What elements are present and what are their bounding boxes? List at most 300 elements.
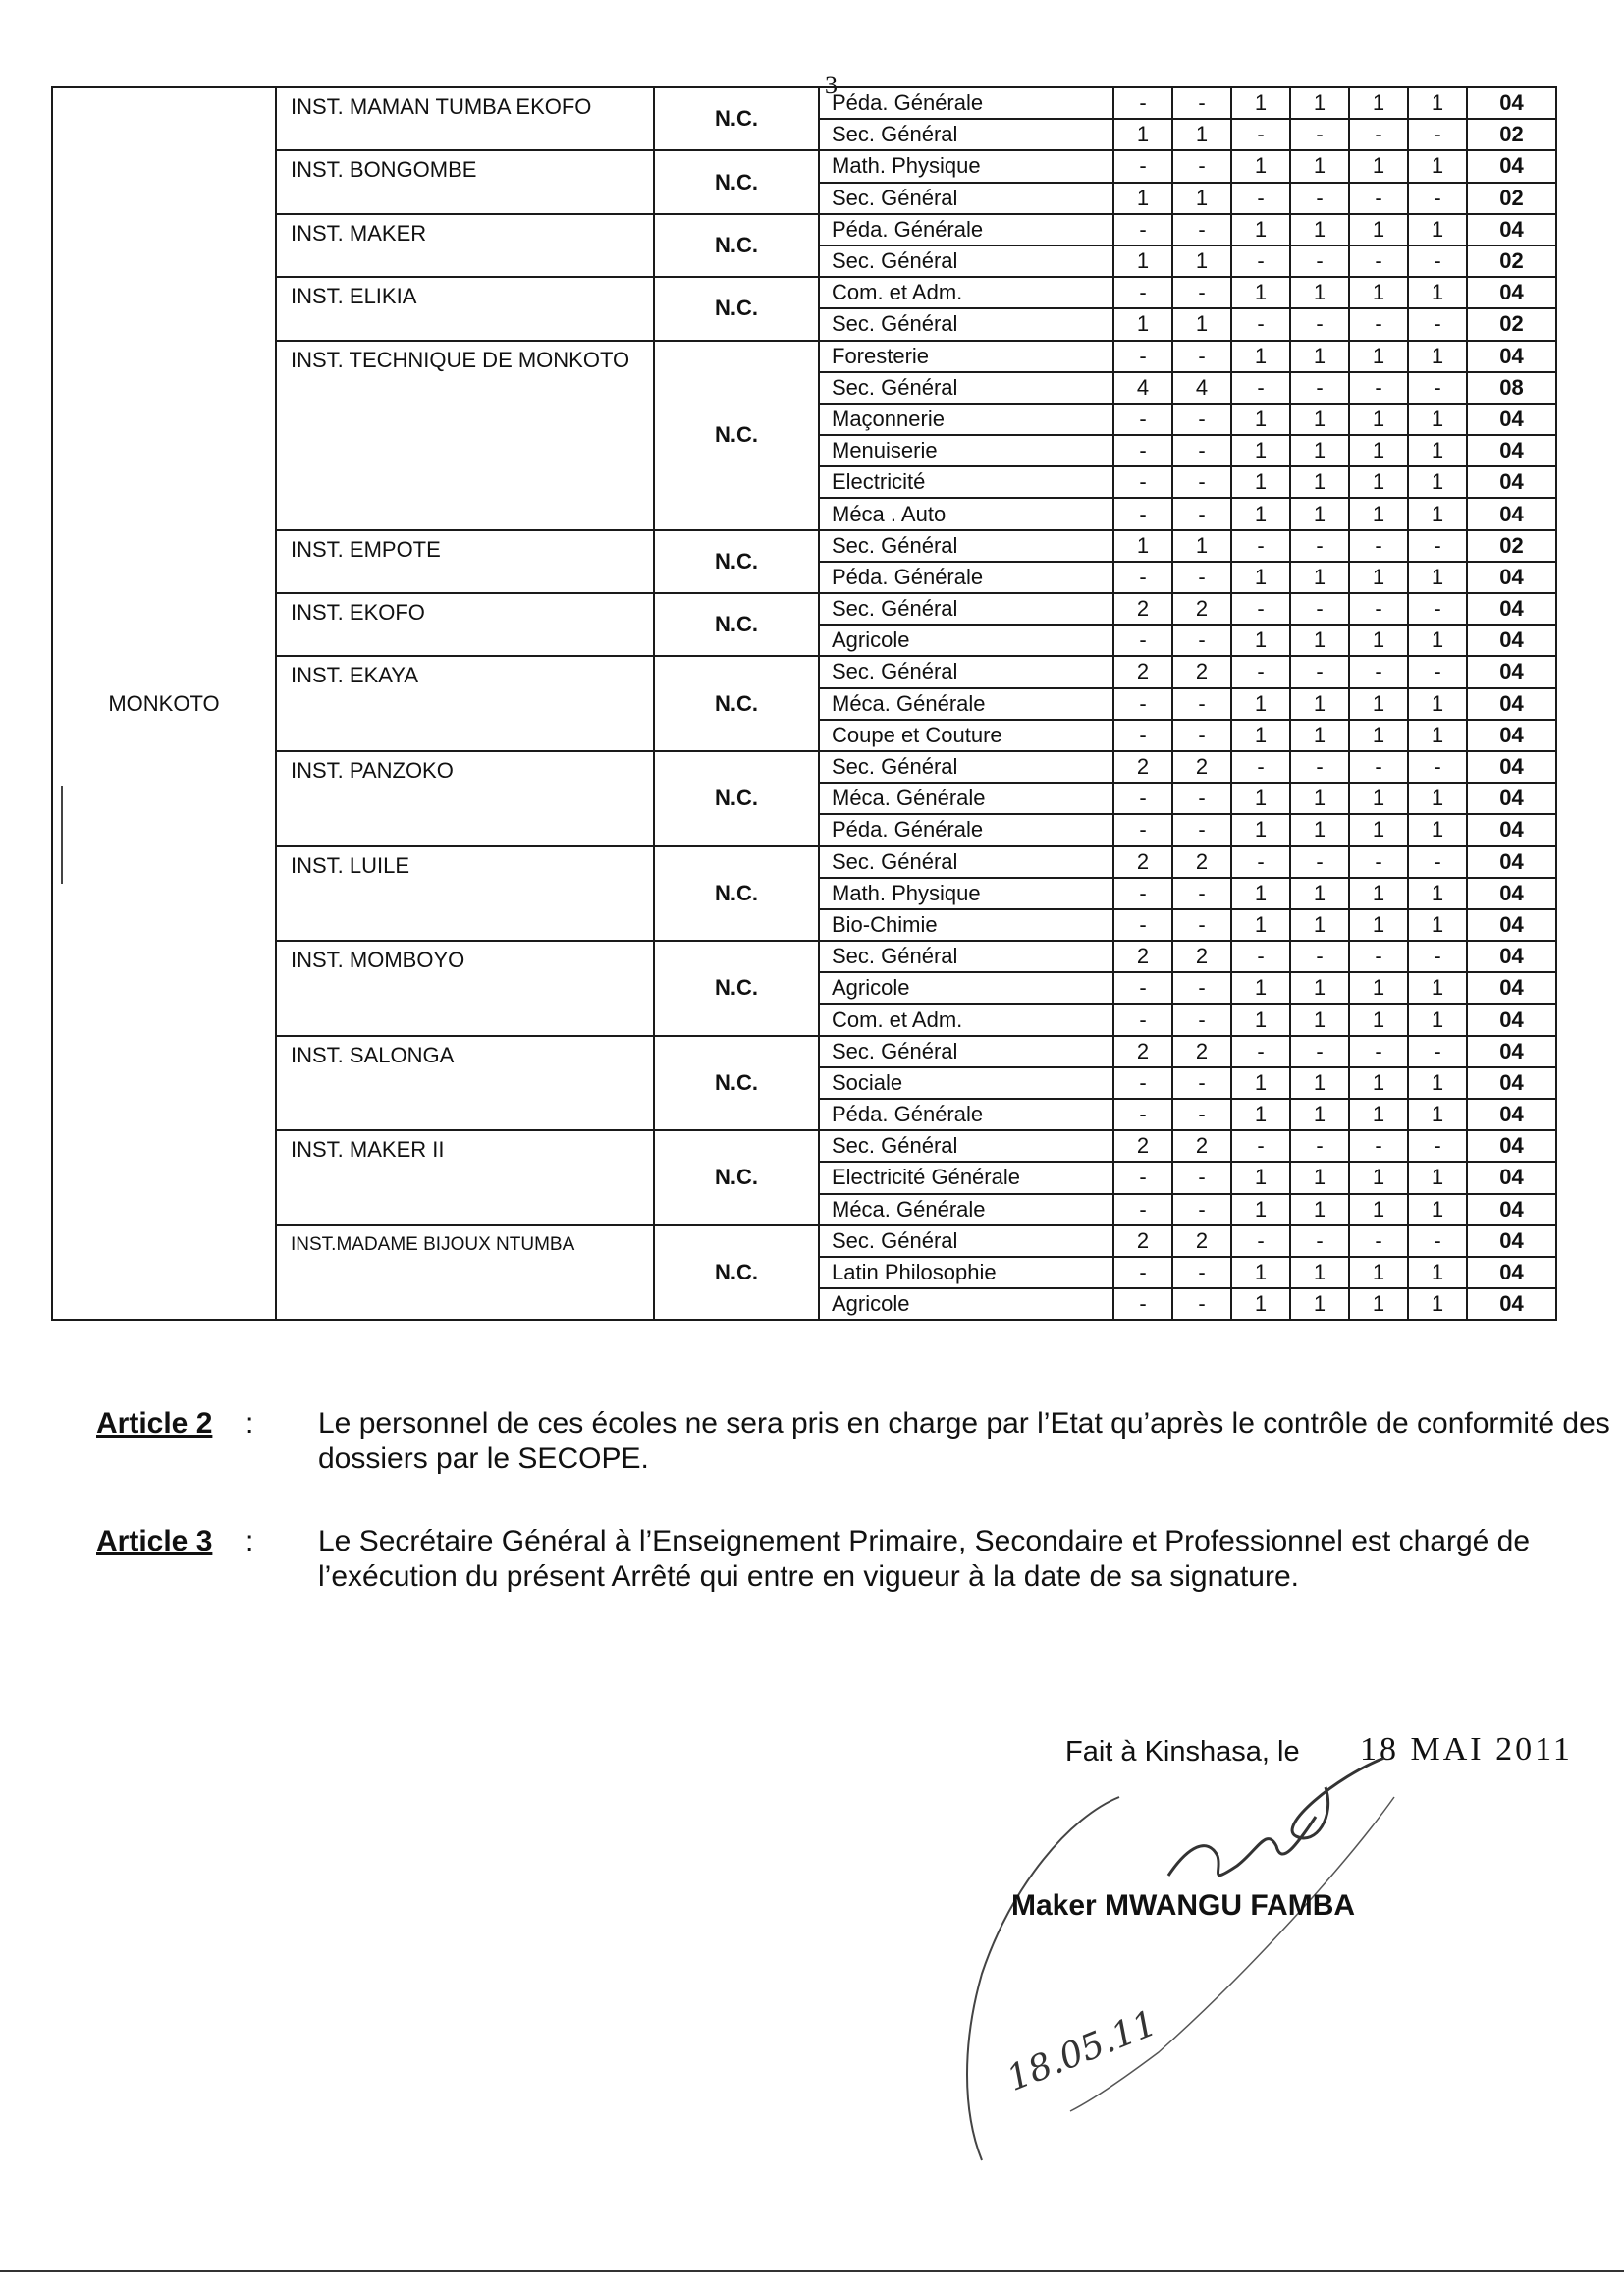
class-count: 2	[1113, 1225, 1172, 1257]
class-count: -	[1172, 688, 1231, 720]
class-count: 1	[1290, 625, 1349, 656]
class-count: 1	[1349, 150, 1408, 182]
class-count: -	[1113, 404, 1172, 435]
option-name: Sec. Général	[819, 941, 1113, 972]
option-name: Sec. Général	[819, 656, 1113, 687]
class-count: 1	[1349, 1257, 1408, 1288]
option-name: Electricité Générale	[819, 1162, 1113, 1193]
class-count: 1	[1113, 530, 1172, 562]
class-count: 1	[1290, 1257, 1349, 1288]
option-name: Sec. Général	[819, 308, 1113, 340]
row-total: 04	[1467, 656, 1556, 687]
class-count: -	[1113, 1257, 1172, 1288]
row-total: 04	[1467, 972, 1556, 1004]
option-name: Agricole	[819, 625, 1113, 656]
class-count: 1	[1231, 1067, 1290, 1099]
class-count: 1	[1408, 1099, 1467, 1130]
row-total: 04	[1467, 1004, 1556, 1035]
class-count: 1	[1231, 1162, 1290, 1193]
class-count: 1	[1172, 183, 1231, 214]
class-count: -	[1113, 783, 1172, 814]
article-2-colon: :	[245, 1407, 254, 1440]
class-count: 2	[1172, 751, 1231, 783]
row-total: 04	[1467, 625, 1556, 656]
class-count: -	[1231, 941, 1290, 972]
class-count: -	[1408, 846, 1467, 878]
class-count: -	[1349, 1225, 1408, 1257]
class-count: -	[1113, 562, 1172, 593]
class-count: 1	[1408, 341, 1467, 372]
class-count: 1	[1231, 909, 1290, 941]
row-total: 04	[1467, 909, 1556, 941]
class-count: -	[1290, 308, 1349, 340]
option-name: Méca. Générale	[819, 783, 1113, 814]
row-total: 08	[1467, 372, 1556, 404]
class-count: -	[1172, 972, 1231, 1004]
class-count: -	[1113, 1162, 1172, 1193]
school-name: INST. MOMBOYO	[276, 941, 654, 1036]
class-count: 1	[1290, 878, 1349, 909]
class-count: -	[1290, 941, 1349, 972]
class-count: -	[1349, 941, 1408, 972]
class-count: 1	[1349, 972, 1408, 1004]
school-status: N.C.	[654, 1225, 819, 1321]
class-count: 1	[1231, 1194, 1290, 1225]
option-name: Sec. Général	[819, 1225, 1113, 1257]
class-count: 1	[1231, 214, 1290, 245]
option-name: Com. et Adm.	[819, 277, 1113, 308]
option-name: Com. et Adm.	[819, 1004, 1113, 1035]
class-count: -	[1172, 909, 1231, 941]
row-total: 04	[1467, 466, 1556, 498]
class-count: -	[1349, 1036, 1408, 1067]
class-count: 1	[1290, 720, 1349, 751]
handwritten-date: 18.05.11	[1001, 2002, 1163, 2100]
table-row	[52, 530, 1556, 562]
signature	[923, 1758, 1434, 2180]
class-count: 1	[1231, 150, 1290, 182]
class-count: 1	[1290, 1099, 1349, 1130]
row-total: 04	[1467, 814, 1556, 845]
class-count: 1	[1408, 466, 1467, 498]
class-count: -	[1349, 245, 1408, 277]
class-count: -	[1290, 1225, 1349, 1257]
class-count: -	[1408, 1130, 1467, 1162]
class-count: 2	[1172, 1130, 1231, 1162]
option-name: Méca . Auto	[819, 498, 1113, 529]
class-count: -	[1113, 435, 1172, 466]
row-total: 04	[1467, 498, 1556, 529]
class-count: 1	[1290, 435, 1349, 466]
class-count: -	[1231, 656, 1290, 687]
class-count: 1	[1349, 1162, 1408, 1193]
class-count: -	[1113, 277, 1172, 308]
school-name: INST. LUILE	[276, 846, 654, 942]
school-status: N.C.	[654, 214, 819, 277]
class-count: -	[1290, 751, 1349, 783]
class-count: -	[1231, 1225, 1290, 1257]
class-count: -	[1113, 1004, 1172, 1035]
class-count: 1	[1290, 498, 1349, 529]
class-count: -	[1172, 87, 1231, 119]
class-count: 1	[1231, 277, 1290, 308]
row-total: 04	[1467, 435, 1556, 466]
class-count: 1	[1290, 277, 1349, 308]
school-name: INST. TECHNIQUE DE MONKOTO	[276, 341, 654, 530]
class-count: -	[1113, 909, 1172, 941]
class-count: -	[1231, 751, 1290, 783]
class-count: 1	[1408, 878, 1467, 909]
class-count: 1	[1231, 814, 1290, 845]
school-name: INST. EKAYA	[276, 656, 654, 751]
class-count: -	[1231, 530, 1290, 562]
article-3-text: Le Secrétaire Général à l’Enseignement Primaire, Secondaire et Professionnel est chargé de l’exécution du présent Arrêté qui entre en vigueur à la date de sa signature.	[318, 1525, 1531, 1593]
class-count: 1	[1349, 404, 1408, 435]
class-count: -	[1231, 183, 1290, 214]
class-count: 1	[1349, 498, 1408, 529]
row-total: 04	[1467, 1130, 1556, 1162]
class-count: 2	[1172, 846, 1231, 878]
class-count: -	[1113, 498, 1172, 529]
table-row	[52, 593, 1556, 625]
class-count: 1	[1231, 878, 1290, 909]
class-count: 1	[1349, 435, 1408, 466]
option-name: Péda. Générale	[819, 1099, 1113, 1130]
option-name: Math. Physique	[819, 150, 1113, 182]
row-total: 02	[1467, 183, 1556, 214]
class-count: 1	[1349, 720, 1408, 751]
class-count: -	[1231, 1130, 1290, 1162]
class-count: -	[1172, 625, 1231, 656]
class-count: 1	[1231, 1004, 1290, 1035]
class-count: 4	[1113, 372, 1172, 404]
row-total: 04	[1467, 688, 1556, 720]
class-count: 1	[1349, 1004, 1408, 1035]
class-count: 1	[1290, 87, 1349, 119]
table-row	[52, 1036, 1556, 1067]
class-count: 1	[1290, 1067, 1349, 1099]
class-count: 1	[1231, 688, 1290, 720]
class-count: 1	[1408, 150, 1467, 182]
row-total: 04	[1467, 1288, 1556, 1320]
class-count: 1	[1408, 435, 1467, 466]
row-total: 04	[1467, 1225, 1556, 1257]
class-count: 1	[1349, 688, 1408, 720]
school-name: INST. BONGOMBE	[276, 150, 654, 213]
class-count: -	[1231, 846, 1290, 878]
row-total: 04	[1467, 1194, 1556, 1225]
class-count: 1	[1349, 814, 1408, 845]
class-count: 1	[1290, 466, 1349, 498]
class-count: -	[1290, 593, 1349, 625]
class-count: 1	[1408, 909, 1467, 941]
option-name: Péda. Générale	[819, 87, 1113, 119]
class-count: -	[1172, 435, 1231, 466]
class-count: 1	[1231, 972, 1290, 1004]
class-count: -	[1113, 466, 1172, 498]
row-total: 04	[1467, 1067, 1556, 1099]
class-count: 1	[1231, 87, 1290, 119]
table-row	[52, 751, 1556, 783]
class-count: -	[1172, 783, 1231, 814]
date-stamp: 18 MAI 2011	[1360, 1731, 1573, 1768]
row-total: 04	[1467, 214, 1556, 245]
class-count: -	[1172, 277, 1231, 308]
class-count: -	[1172, 498, 1231, 529]
row-total: 04	[1467, 878, 1556, 909]
class-count: 1	[1408, 720, 1467, 751]
class-count: 1	[1113, 245, 1172, 277]
school-name: INST. MAKER	[276, 214, 654, 277]
row-total: 02	[1467, 119, 1556, 150]
class-count: 1	[1349, 878, 1408, 909]
class-count: -	[1172, 562, 1231, 593]
row-total: 04	[1467, 341, 1556, 372]
table-row	[52, 277, 1556, 308]
class-count: 2	[1172, 593, 1231, 625]
class-count: 1	[1231, 720, 1290, 751]
class-count: -	[1290, 530, 1349, 562]
class-count: -	[1113, 1067, 1172, 1099]
class-count: 2	[1113, 751, 1172, 783]
class-count: -	[1172, 1162, 1231, 1193]
class-count: 1	[1349, 783, 1408, 814]
class-count: -	[1231, 593, 1290, 625]
class-count: -	[1172, 214, 1231, 245]
class-count: -	[1113, 1288, 1172, 1320]
school-name: INST.MADAME BIJOUX NTUMBA	[276, 1225, 654, 1321]
table-row	[52, 214, 1556, 245]
class-count: -	[1408, 308, 1467, 340]
class-count: 1	[1290, 814, 1349, 845]
class-count: 1	[1408, 87, 1467, 119]
table-row	[52, 846, 1556, 878]
class-count: 2	[1113, 656, 1172, 687]
page-number: 3	[825, 71, 838, 99]
margin-mark	[61, 786, 63, 884]
class-count: 4	[1172, 372, 1231, 404]
row-total: 04	[1467, 751, 1556, 783]
class-count: -	[1113, 150, 1172, 182]
table-row	[52, 656, 1556, 687]
class-count: -	[1349, 846, 1408, 878]
row-total: 04	[1467, 593, 1556, 625]
class-count: -	[1172, 1099, 1231, 1130]
class-count: 1	[1408, 972, 1467, 1004]
class-count: 1	[1349, 277, 1408, 308]
class-count: 1	[1408, 498, 1467, 529]
class-count: 1	[1290, 909, 1349, 941]
class-count: 1	[1408, 214, 1467, 245]
class-count: 1	[1113, 183, 1172, 214]
class-count: -	[1408, 372, 1467, 404]
article-3-label: Article 3	[96, 1525, 213, 1557]
zone-cell: MONKOTO	[52, 87, 276, 1320]
class-count: -	[1172, 1067, 1231, 1099]
row-total: 02	[1467, 245, 1556, 277]
class-count: -	[1408, 593, 1467, 625]
class-count: 1	[1349, 1194, 1408, 1225]
class-count: -	[1290, 119, 1349, 150]
class-count: 1	[1172, 308, 1231, 340]
row-total: 04	[1467, 846, 1556, 878]
class-count: 1	[1408, 1288, 1467, 1320]
class-count: -	[1290, 1036, 1349, 1067]
place-date: Fait à Kinshasa, le	[1065, 1736, 1300, 1768]
schools-table	[51, 86, 1557, 1321]
class-count: 1	[1408, 625, 1467, 656]
class-count: -	[1113, 814, 1172, 845]
class-count: -	[1408, 119, 1467, 150]
option-name: Sec. Général	[819, 183, 1113, 214]
class-count: 2	[1172, 1036, 1231, 1067]
class-count: 1	[1408, 404, 1467, 435]
class-count: -	[1172, 720, 1231, 751]
class-count: 1	[1408, 783, 1467, 814]
class-count: 1	[1290, 1004, 1349, 1035]
school-status: N.C.	[654, 1036, 819, 1131]
option-name: Péda. Générale	[819, 562, 1113, 593]
table-row	[52, 1130, 1556, 1162]
option-name: Sec. Général	[819, 751, 1113, 783]
class-count: -	[1408, 1036, 1467, 1067]
class-count: 1	[1290, 688, 1349, 720]
class-count: -	[1349, 119, 1408, 150]
bottom-rule	[0, 2270, 1624, 2272]
class-count: -	[1408, 656, 1467, 687]
class-count: 1	[1408, 688, 1467, 720]
option-name: Math. Physique	[819, 878, 1113, 909]
class-count: 1	[1172, 245, 1231, 277]
class-count: -	[1231, 372, 1290, 404]
class-count: 1	[1113, 119, 1172, 150]
class-count: 1	[1231, 466, 1290, 498]
class-count: -	[1113, 972, 1172, 1004]
class-count: -	[1349, 656, 1408, 687]
class-count: 1	[1113, 308, 1172, 340]
option-name: Péda. Générale	[819, 214, 1113, 245]
class-count: 1	[1349, 909, 1408, 941]
class-count: -	[1290, 372, 1349, 404]
row-total: 04	[1467, 783, 1556, 814]
class-count: 1	[1290, 1162, 1349, 1193]
table-row	[52, 150, 1556, 182]
class-count: -	[1408, 245, 1467, 277]
class-count: -	[1172, 1194, 1231, 1225]
class-count: -	[1408, 1225, 1467, 1257]
class-count: -	[1349, 751, 1408, 783]
school-status: N.C.	[654, 846, 819, 942]
option-name: Electricité	[819, 466, 1113, 498]
class-count: -	[1408, 530, 1467, 562]
article-2	[96, 1406, 1610, 1485]
school-name: INST. SALONGA	[276, 1036, 654, 1131]
class-count: 2	[1113, 1130, 1172, 1162]
class-count: 1	[1172, 530, 1231, 562]
class-count: 2	[1113, 1036, 1172, 1067]
class-count: 1	[1231, 562, 1290, 593]
row-total: 04	[1467, 1162, 1556, 1193]
row-total: 04	[1467, 87, 1556, 119]
class-count: -	[1172, 1288, 1231, 1320]
class-count: -	[1231, 119, 1290, 150]
article-2-label: Article 2	[96, 1407, 213, 1440]
class-count: -	[1290, 846, 1349, 878]
class-count: 1	[1172, 119, 1231, 150]
school-status: N.C.	[654, 277, 819, 340]
class-count: -	[1113, 341, 1172, 372]
option-name: Sec. Général	[819, 245, 1113, 277]
row-total: 04	[1467, 1099, 1556, 1130]
row-total: 04	[1467, 941, 1556, 972]
class-count: -	[1113, 878, 1172, 909]
class-count: 1	[1290, 1194, 1349, 1225]
class-count: 1	[1231, 435, 1290, 466]
class-count: -	[1290, 656, 1349, 687]
row-total: 04	[1467, 562, 1556, 593]
class-count: -	[1113, 214, 1172, 245]
option-name: Sec. Général	[819, 1036, 1113, 1067]
option-name: Péda. Générale	[819, 814, 1113, 845]
class-count: 1	[1231, 498, 1290, 529]
row-total: 04	[1467, 720, 1556, 751]
schools-table-body	[52, 87, 1556, 1320]
class-count: -	[1408, 751, 1467, 783]
option-name: Méca. Générale	[819, 1194, 1113, 1225]
class-count: -	[1172, 878, 1231, 909]
class-count: 1	[1349, 1288, 1408, 1320]
class-count: 1	[1408, 1004, 1467, 1035]
class-count: -	[1231, 1036, 1290, 1067]
class-count: 1	[1408, 562, 1467, 593]
class-count: -	[1172, 150, 1231, 182]
school-status: N.C.	[654, 150, 819, 213]
table-row	[52, 941, 1556, 972]
class-count: 1	[1231, 625, 1290, 656]
class-count: 1	[1290, 562, 1349, 593]
row-total: 04	[1467, 1036, 1556, 1067]
class-count: -	[1113, 688, 1172, 720]
class-count: -	[1172, 341, 1231, 372]
class-count: 1	[1231, 1099, 1290, 1130]
class-count: -	[1349, 183, 1408, 214]
class-count: 1	[1408, 1194, 1467, 1225]
class-count: 1	[1290, 972, 1349, 1004]
class-count: 1	[1231, 783, 1290, 814]
option-name: Agricole	[819, 1288, 1113, 1320]
school-name: INST. MAKER II	[276, 1130, 654, 1225]
option-name: Maçonnerie	[819, 404, 1113, 435]
class-count: -	[1231, 308, 1290, 340]
class-count: 2	[1172, 656, 1231, 687]
class-count: -	[1113, 720, 1172, 751]
table-row	[52, 87, 1556, 119]
option-name: Menuiserie	[819, 435, 1113, 466]
row-total: 04	[1467, 1257, 1556, 1288]
class-count: 1	[1349, 1099, 1408, 1130]
option-name: Sec. Général	[819, 846, 1113, 878]
class-count: -	[1231, 245, 1290, 277]
class-count: 1	[1349, 625, 1408, 656]
class-count: 1	[1231, 404, 1290, 435]
class-count: -	[1408, 183, 1467, 214]
class-count: 2	[1113, 593, 1172, 625]
school-status: N.C.	[654, 593, 819, 656]
table-row	[52, 1225, 1556, 1257]
article-2-text: Le personnel de ces écoles ne sera pris en charge par l’Etat qu’après le contrôle de conformité des dossiers par le SECOPE.	[318, 1407, 1610, 1475]
class-count: -	[1172, 466, 1231, 498]
class-count: 1	[1290, 783, 1349, 814]
